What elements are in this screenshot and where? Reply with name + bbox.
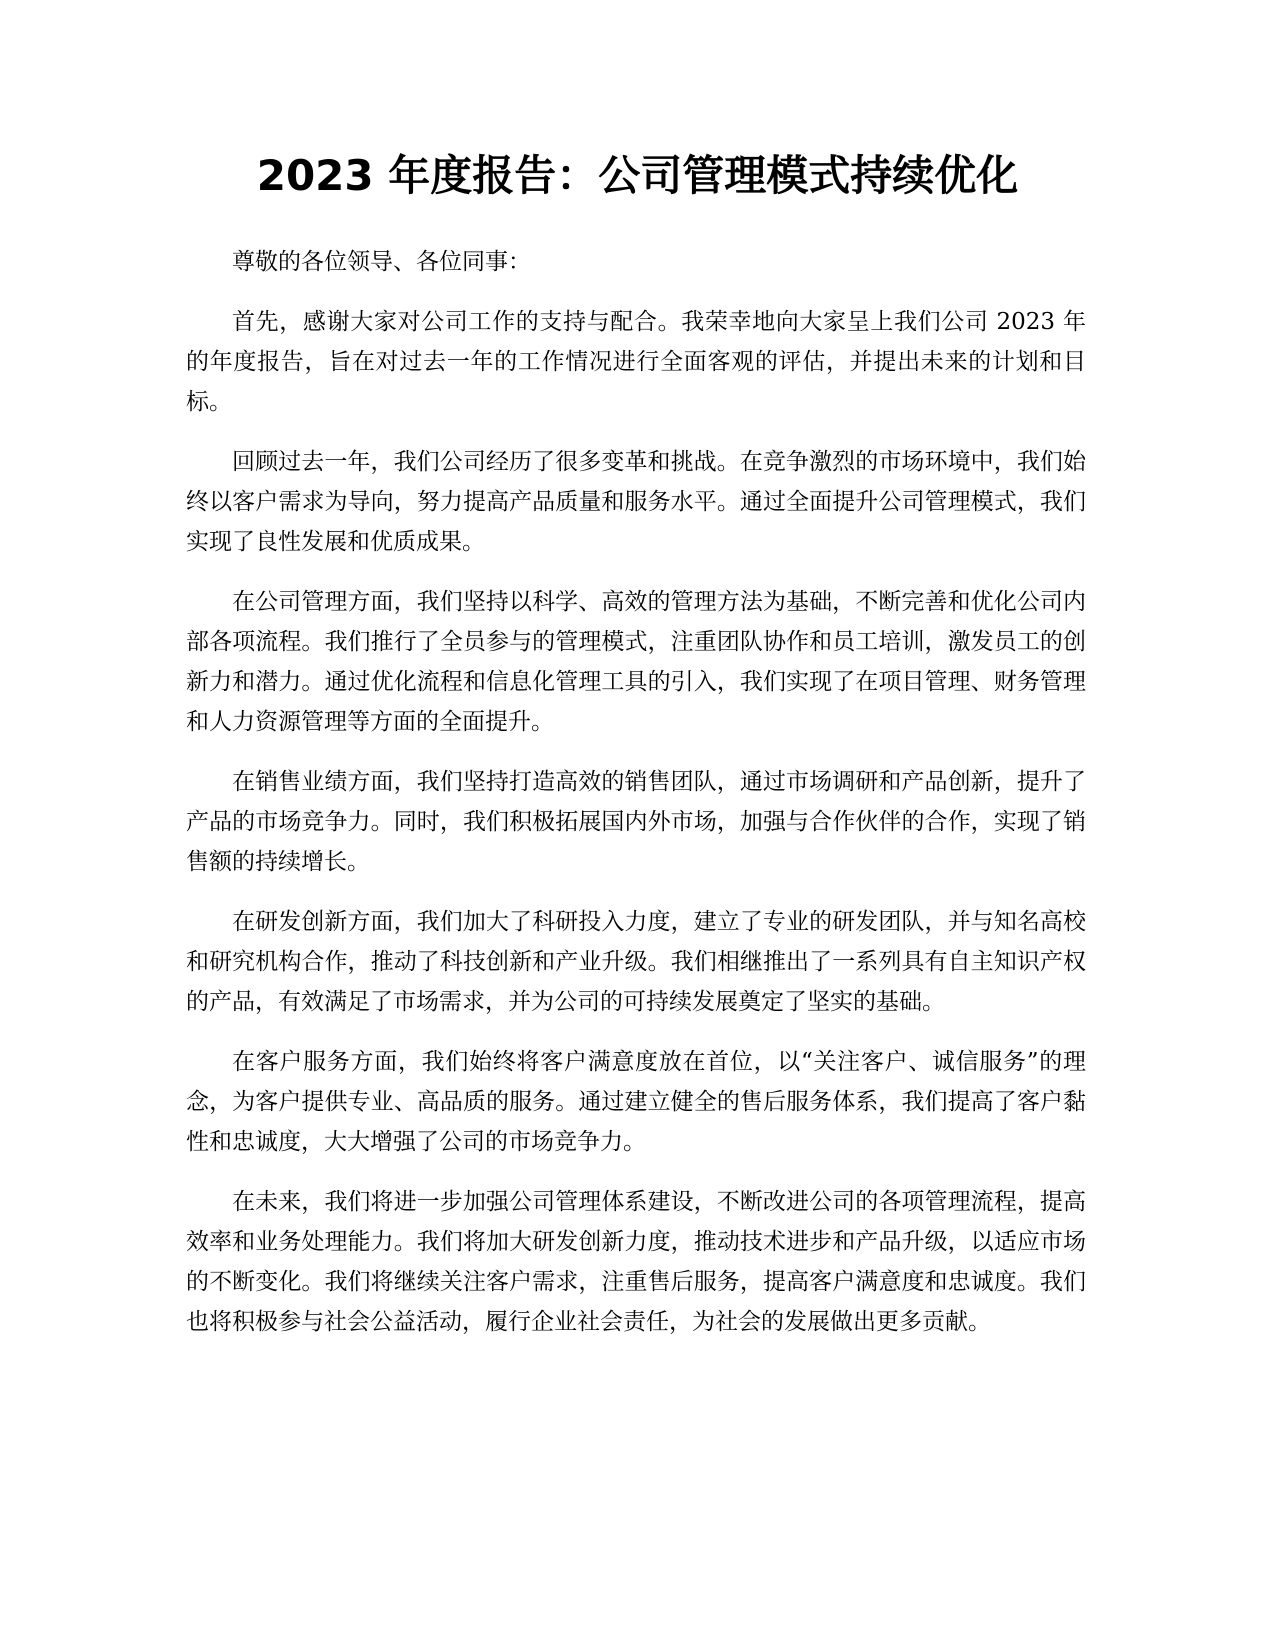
salutation-paragraph: 尊敬的各位领导、各位同事： [232, 249, 531, 275]
customer-service-paragraph: 在客户服务方面，我们始终将客户满意度放在首位，以“关注客户、诚信服务”的理念，为客户提供专业、高品质的服务。通过建立健全的售后服务体系，我们提高了客户黏性和忠诚度，大大增强了公司的市场竞争力。 [186, 1049, 1086, 1155]
document-body [186, 242, 1086, 1362]
future-plans-paragraph: 在未来，我们将进一步加强公司管理体系建设，不断改进公司的各项管理流程，提高效率和业务处理能力。我们将加大研发创新力度，推动技术进步和产品升级，以适应市场的不断变化。我们将继续关注客户需求，注重售后服务，提高客户满意度和忠诚度。我们也将积极参与社会公益活动，履行企业社会责任，为社会的发展做出更多贡献。 [186, 1189, 1086, 1335]
rnd-paragraph: 在研发创新方面，我们加大了科研投入力度，建立了专业的研发团队，并与知名高校和研究机构合作，推动了科技创新和产业升级。我们相继推出了一系列具有自主知识产权的产品，有效满足了市场需求，并为公司的可持续发展奠定了坚实的基础。 [186, 909, 1086, 1015]
sales-paragraph: 在销售业绩方面，我们坚持打造高效的销售团队，通过市场调研和产品创新，提升了产品的市场竞争力。同时，我们积极拓展国内外市场，加强与合作伙伴的合作，实现了销售额的持续增长。 [186, 769, 1086, 875]
management-paragraph: 在公司管理方面，我们坚持以科学、高效的管理方法为基础，不断完善和优化公司内部各项流程。我们推行了全员参与的管理模式，注重团队协作和员工培训，激发员工的创新力和潜力。通过优化流程和信息化管理工具的引入，我们实现了在项目管理、财务管理和人力资源管理等方面的全面提升。 [186, 589, 1086, 735]
review-paragraph: 回顾过去一年，我们公司经历了很多变革和挑战。在竞争激烈的市场环境中，我们始终以客户需求为导向，努力提高产品质量和服务水平。通过全面提升公司管理模式，我们实现了良性发展和优质成果。 [186, 449, 1086, 555]
intro-paragraph: 首先，感谢大家对公司工作的支持与配合。我荣幸地向大家呈上我们公司 2023 年的年度报告，旨在对过去一年的工作情况进行全面客观的评估，并提出未来的计划和目标。 [186, 309, 1086, 415]
document-title: 2023 年度报告：公司管理模式持续优化 [256, 151, 1019, 200]
